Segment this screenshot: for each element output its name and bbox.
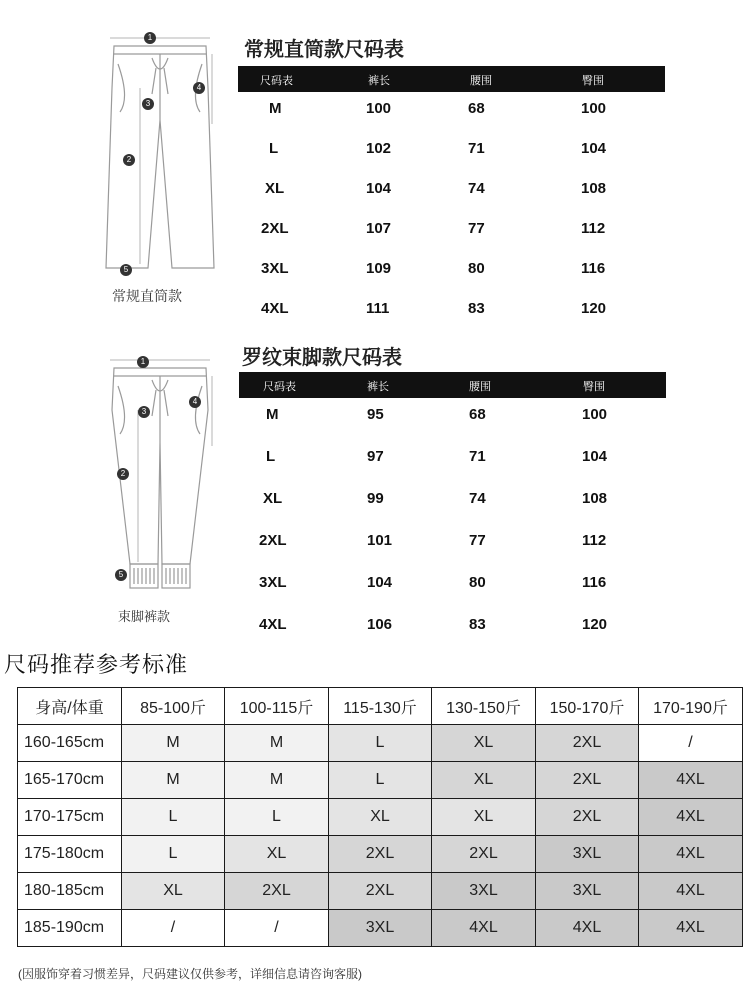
size-cell: XL [225, 836, 329, 873]
size-cell: M [122, 725, 225, 762]
height-cell: 165-170cm [18, 762, 122, 799]
header-hip: 臀围 [582, 75, 604, 87]
header-size: 尺码表 [260, 75, 293, 87]
size-cell: M [266, 406, 279, 423]
height-cell: 160-165cm [18, 725, 122, 762]
hip-cell: 100 [582, 406, 608, 423]
size-cell: L [329, 762, 432, 799]
waist-cell: 83 [468, 300, 485, 317]
table-row [18, 836, 743, 873]
height-cell: 185-190cm [18, 910, 122, 947]
size-cell: M [122, 762, 225, 799]
marker-3-icon: 3 [142, 98, 154, 110]
hip-cell: 112 [581, 220, 606, 237]
size-cell: 4XL [261, 300, 289, 317]
length-cell: 102 [366, 140, 392, 157]
height-cell: 175-180cm [18, 836, 122, 873]
straight-size-title: 常规直筒款尺码表 [244, 39, 404, 61]
table-row [238, 252, 665, 292]
size-cell: 3XL [329, 910, 432, 947]
length-cell: 106 [367, 616, 393, 633]
waist-cell: 80 [468, 260, 485, 277]
table-row [18, 725, 743, 762]
recommend-title: 尺码推荐参考标准 [4, 652, 189, 677]
straight-pants-caption: 常规直筒款 [112, 288, 182, 304]
table-row [239, 398, 666, 440]
size-cell: 3XL [536, 836, 639, 873]
weight-header: 100-115斤 [225, 688, 329, 725]
header-waist: 腰围 [470, 75, 492, 87]
marker-5-icon: 5 [115, 569, 127, 581]
header-waist: 腰围 [469, 381, 491, 393]
size-cell: 4XL [639, 762, 743, 799]
size-cell: L [122, 836, 225, 873]
marker-3-icon: 3 [138, 406, 150, 418]
size-cell: L [266, 448, 276, 465]
straight-size-table [238, 66, 665, 332]
size-cell: XL [329, 799, 432, 836]
marker-4-icon: 4 [193, 82, 205, 94]
size-cell: L [122, 799, 225, 836]
hip-cell: 116 [582, 574, 607, 591]
cuffed-size-header [239, 372, 666, 398]
size-cell: 4XL [432, 910, 536, 947]
hip-cell: 108 [582, 490, 608, 507]
weight-header: 85-100斤 [122, 688, 225, 725]
weight-header: 130-150斤 [432, 688, 536, 725]
table-row [239, 566, 666, 608]
size-cell: / [639, 725, 743, 762]
waist-cell: 68 [468, 100, 485, 117]
size-cell: 3XL [261, 260, 289, 277]
waist-cell: 71 [469, 448, 486, 465]
waist-cell: 74 [469, 490, 486, 507]
size-cell: XL [432, 725, 536, 762]
marker-4-icon: 4 [189, 396, 201, 408]
size-cell: 2XL [225, 873, 329, 910]
hip-cell: 108 [581, 180, 607, 197]
waist-cell: 83 [469, 616, 486, 633]
size-cell: XL [122, 873, 225, 910]
corner-cell: 身高/体重 [18, 688, 122, 725]
marker-1-icon: 1 [144, 32, 156, 44]
size-cell: XL [432, 762, 536, 799]
size-cell: 2XL [329, 873, 432, 910]
size-cell: 4XL [639, 799, 743, 836]
waist-cell: 80 [469, 574, 486, 591]
table-row [18, 910, 743, 947]
length-cell: 95 [367, 406, 384, 423]
length-cell: 107 [366, 220, 392, 237]
marker-5-icon: 5 [120, 264, 132, 276]
size-cell: 3XL [259, 574, 287, 591]
size-cell: 2XL [536, 725, 639, 762]
marker-2-icon: 2 [117, 468, 129, 480]
table-row [239, 440, 666, 482]
size-cell: 2XL [536, 762, 639, 799]
size-cell: 4XL [536, 910, 639, 947]
weight-header: 115-130斤 [329, 688, 432, 725]
hip-cell: 112 [582, 532, 607, 549]
hip-cell: 116 [581, 260, 606, 277]
length-cell: 101 [367, 532, 393, 549]
table-row [239, 524, 666, 566]
weight-header: 170-190斤 [639, 688, 743, 725]
table-row [238, 212, 665, 252]
length-cell: 100 [366, 100, 392, 117]
size-cell: 3XL [536, 873, 639, 910]
size-cell: L [329, 725, 432, 762]
size-cell: 2XL [261, 220, 289, 237]
size-cell: XL [265, 180, 285, 197]
size-cell: 2XL [329, 836, 432, 873]
size-cell: / [225, 910, 329, 947]
size-cell: 2XL [536, 799, 639, 836]
hip-cell: 120 [581, 300, 607, 317]
table-row [18, 799, 743, 836]
disclaimer-note: (因服饰穿着习惯差异，尺码建议仅供参考，详细信息请咨询客服) [18, 967, 362, 981]
table-row [239, 608, 666, 650]
size-cell: XL [432, 799, 536, 836]
marker-2-icon: 2 [123, 154, 135, 166]
hip-cell: 100 [581, 100, 607, 117]
size-cell: XL [263, 490, 283, 507]
size-cell: M [225, 725, 329, 762]
height-cell: 170-175cm [18, 799, 122, 836]
hip-cell: 104 [581, 140, 607, 157]
table-row [238, 292, 665, 332]
length-cell: 104 [367, 574, 393, 591]
waist-cell: 68 [469, 406, 486, 423]
table-row [238, 92, 665, 132]
size-cell: 4XL [259, 616, 287, 633]
hip-cell: 120 [582, 616, 608, 633]
waist-cell: 77 [468, 220, 485, 237]
size-cell: 3XL [432, 873, 536, 910]
table-row [239, 482, 666, 524]
size-cell: M [225, 762, 329, 799]
weight-header: 150-170斤 [536, 688, 639, 725]
table-row [18, 873, 743, 910]
length-cell: 104 [366, 180, 392, 197]
length-cell: 109 [366, 260, 392, 277]
size-cell: 4XL [639, 873, 743, 910]
size-cell: L [225, 799, 329, 836]
waist-cell: 77 [469, 532, 486, 549]
length-cell: 97 [367, 448, 384, 465]
cuffed-size-table [239, 372, 666, 650]
length-cell: 111 [366, 300, 390, 317]
recommend-table [17, 687, 743, 947]
size-cell: 2XL [259, 532, 287, 549]
marker-1-icon: 1 [137, 356, 149, 368]
table-row [18, 762, 743, 799]
straight-pants-illustration [90, 28, 230, 278]
header-length: 裤长 [367, 381, 389, 393]
header-size: 尺码表 [263, 381, 296, 393]
size-cell: 4XL [639, 836, 743, 873]
height-cell: 180-185cm [18, 873, 122, 910]
size-cell: M [269, 100, 282, 117]
size-cell: / [122, 910, 225, 947]
header-hip: 臀围 [583, 381, 605, 393]
table-row [238, 132, 665, 172]
straight-size-header [238, 66, 665, 92]
cuffed-size-title: 罗纹束脚款尺码表 [242, 347, 402, 369]
size-cell: 4XL [639, 910, 743, 947]
waist-cell: 74 [468, 180, 485, 197]
size-cell: 2XL [432, 836, 536, 873]
cuffed-pants-illustration [90, 350, 230, 600]
size-cell: L [269, 140, 279, 157]
table-row [238, 172, 665, 212]
length-cell: 99 [367, 490, 384, 507]
cuffed-pants-caption: 束脚裤款 [118, 609, 171, 624]
hip-cell: 104 [582, 448, 608, 465]
recommend-header-row [18, 688, 743, 725]
header-length: 裤长 [368, 75, 390, 87]
waist-cell: 71 [468, 140, 485, 157]
